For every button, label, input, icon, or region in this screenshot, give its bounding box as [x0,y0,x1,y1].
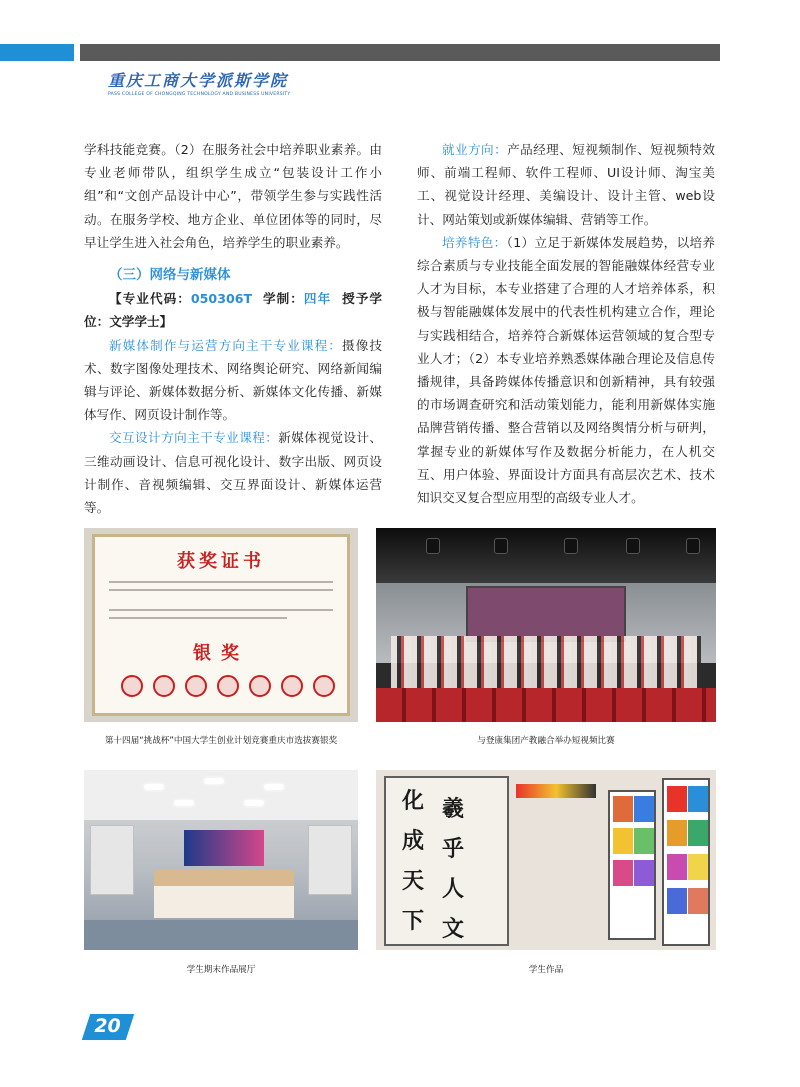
major-meta [84,287,382,333]
stage-light-icon [564,538,578,554]
courses-production [84,334,382,427]
artwork-thumbnail [667,854,687,880]
career-paragraph [417,138,715,231]
certificate-text-line [109,581,333,583]
header-accent-bar [0,44,74,61]
certificate-frame [92,534,350,716]
seal-icon [281,675,303,697]
duration-value: 四年 [303,291,332,307]
calligraphy-scroll [384,776,509,946]
stage-screen [466,586,626,642]
seal-icon [313,675,335,697]
page-number: 20 [94,1015,121,1037]
calligraphy-char: 羲 [442,796,465,822]
certificate-text-line [109,609,333,611]
artwork-thumbnail [688,786,708,812]
major-code: 050306T [190,291,253,307]
duration-label: 学制： [262,291,304,307]
page-number-badge [82,1014,134,1040]
ceiling-light-icon [204,778,224,784]
left-column [84,138,382,519]
exhibition-hall-photo [84,770,358,950]
right-column [417,138,715,509]
artwork-thumbnail [634,796,654,822]
artwork-thumbnail [688,854,708,880]
group-of-people [391,636,701,691]
spacer [84,254,382,264]
hall-wall-panel [308,825,352,895]
certificate-award: 银奖 [193,643,249,664]
calligraphy-char: 下 [402,908,425,934]
stage-light-icon [494,538,508,554]
courses-production-text: 摄像技术、数字图像处理技术、网络舆论研究、网络新闻编辑与评论、新媒体数据分析、新媒体文化传播、新媒体写作、网页设计制作等。 [84,337,383,423]
hall-screen [184,830,264,866]
certificate-title: 获奖证书 [177,551,265,572]
ceiling-light-icon [174,800,194,806]
section-title: （三）网络与新媒体 [109,267,231,284]
features-text: （1）立足于新媒体发展趋势，以培养综合素质与专业技能全面发展的智能融媒体经营专业人才为目标，本专业搭建了合理的人才培养体系，积极与智能融媒体发展中的代表性机构建立合作，理论与实践相结合，培养符合新媒体运营领域的复合型专业人才；（2）本专业培养熟悉媒体融合理论及信息传播规律，具备跨媒体传播意识和创新精神，具有较强的市场调查研究和活动策划能力，能利用新媒体实施品牌营销传播、整合营销以及网络舆情分析与研判，掌握专业的新媒体写作及数据分析能力，在人机交互、用户体验、界面设计方面具有高层次艺术、技术知识交叉复合型应用型的高级专业人才。 [417,234,715,506]
caption-certificate: 第十四届“挑战杯”中国大学生创业计划竞赛重庆市选拔赛银奖 [104,736,338,746]
calligraphy-char: 成 [402,828,425,854]
calligraphy-char: 天 [402,868,425,894]
artwork-thumbnail [613,828,633,854]
paragraph-practice: 学科技能竞赛。（2）在服务社会中培养职业素养。由专业老师带队，组织学生成立“包装设计工作小组”和“文创产品设计中心”，带领学生参与实践性活动。在服务学校、地方企业、单位团体等的同时，尽早让学生进入社会角色，培养学生的职业素养。 [84,142,382,250]
stage-light-icon [686,538,700,554]
artwork-thumbnail [688,888,708,914]
stage-light-icon [626,538,640,554]
stage-ceiling [376,528,716,583]
artwork-display [154,870,294,918]
calligraphy-char: 文 [442,916,465,942]
school-logo [108,68,291,97]
header-bar [80,44,720,61]
artwork-thumbnail [613,860,633,886]
artwork-thumbnail [667,820,687,846]
certificate-text-line [109,617,287,619]
artwork-thumbnail [667,786,687,812]
exhibition-banner [516,784,596,798]
ceiling-light-icon [264,784,284,790]
hall-floor [84,920,358,950]
meta-prefix: 【专业代码： [109,291,191,307]
ceiling-light-icon [244,800,264,806]
calligraphy-char: 乎 [442,836,465,862]
career-text: 产品经理、短视频制作、短视频特效师、前端工程师、软件工程师、UI设计师、淘宝美工、视觉设计经理、美编设计、设计主管、web设计、网站策划或新媒体编辑、营销等工作。 [417,142,716,227]
features-label: 培养特色： [442,234,507,250]
degree-value: 文学学士】 [109,314,173,330]
caption-exhibition: 学生期末作品展厅 [186,965,256,975]
hall-wall-panel [90,825,134,895]
courses-interaction-label: 交互设计方向主干专业课程： [109,430,279,446]
artwork-thumbnail [688,820,708,846]
career-label: 就业方向： [442,142,508,157]
seal-icon [249,675,271,697]
artwork-panel [608,790,656,940]
courses-interaction-text: 新媒体视觉设计、三维动画设计、信息可视化设计、数字出版、网页设计制作、音视频编辑、交互界面设计、新媒体运营等。 [84,430,383,516]
award-certificate-photo [84,528,358,722]
artwork-panel [662,778,710,946]
ceiling-light-icon [144,784,164,790]
seal-icon [121,675,143,697]
student-works-photo [376,770,716,950]
calligraphy-char: 人 [442,876,465,902]
artwork-thumbnail [634,828,654,854]
school-name-cn: 重庆工商大学派斯学院 [108,71,289,90]
seal-icon [153,675,175,697]
courses-production-label: 新媒体制作与运营方向主干专业课程： [109,337,342,353]
seal-icon [217,675,239,697]
caption-student-works: 学生作品 [528,965,564,975]
school-name-en: PASS COLLEGE OF CHONGQING TECHNOLOGY AND BUSINESS UNIVERSITY [108,92,291,97]
courses-interaction [84,426,382,519]
stage-light-icon [426,538,440,554]
seal-icon [185,675,207,697]
degree-label: 授予学位： [84,291,383,330]
certificate-text-line [109,589,333,591]
artwork-thumbnail [613,796,633,822]
features-paragraph [417,231,715,509]
competition-stage-photo [376,528,716,722]
auditorium-seats [376,688,716,722]
calligraphy-char: 化 [402,788,425,814]
artwork-thumbnail [634,860,654,886]
caption-competition: 与登康集团产教融合举办短视频比赛 [477,736,615,746]
artwork-thumbnail [667,888,687,914]
